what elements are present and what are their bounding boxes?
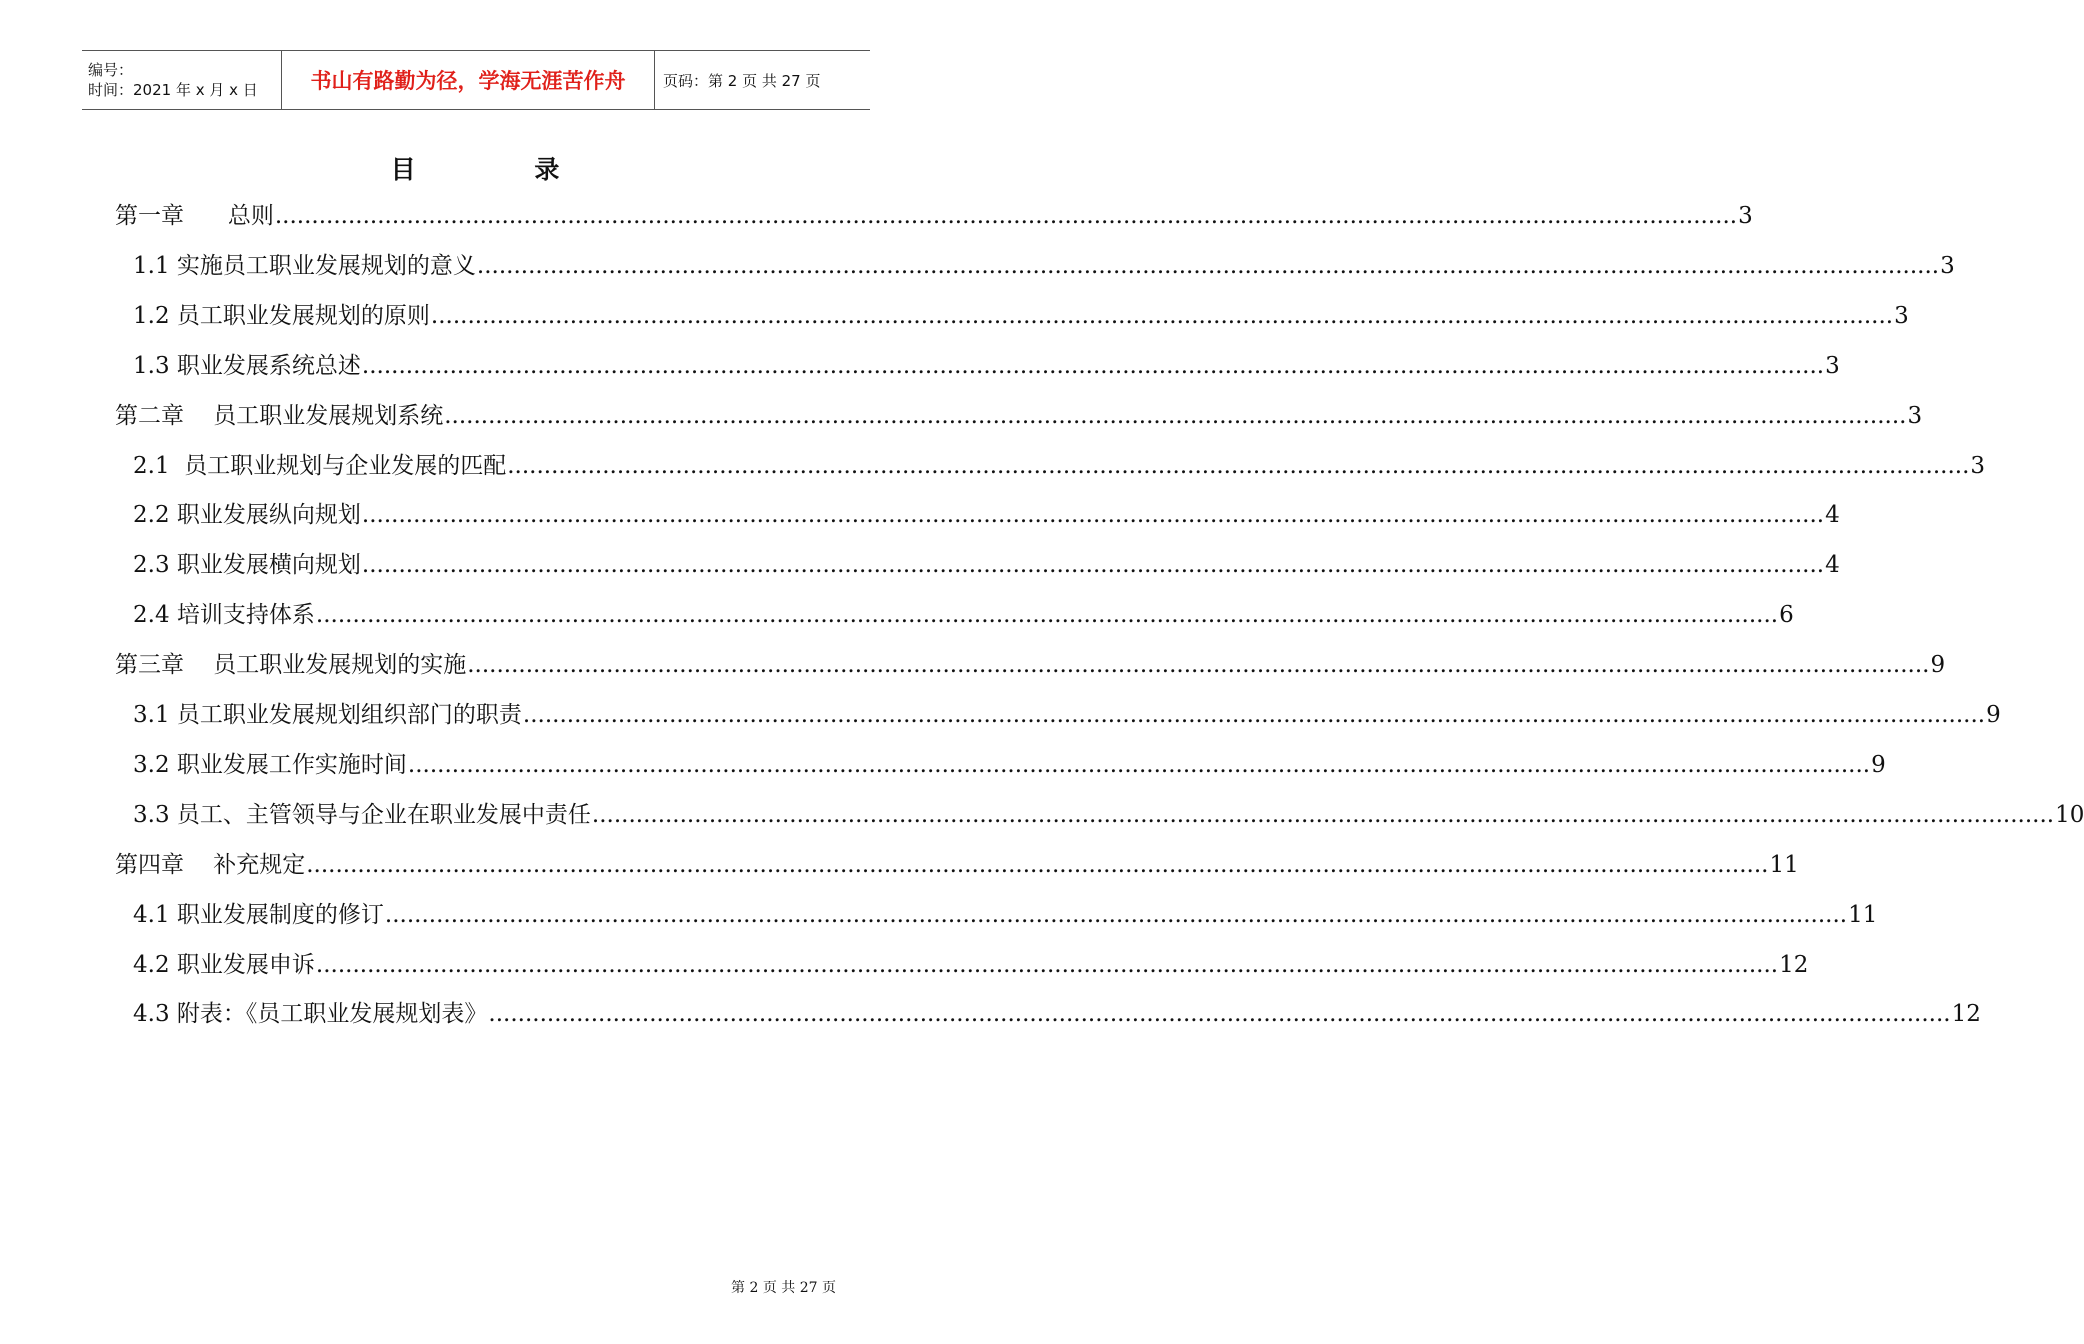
toc-leader-dots: ........................................................................................................................................................................................................ xyxy=(306,851,1769,878)
toc-leader-dots: ........................................................................................................................................................................................................ xyxy=(591,801,2055,828)
toc-entry-number: 2.4 xyxy=(133,602,177,629)
toc-entry-title: 补充规定 xyxy=(213,851,306,878)
toc-entry[interactable] xyxy=(133,249,1955,283)
toc-entry-page: 3 xyxy=(1907,402,1923,429)
toc-entry-page: 3 xyxy=(1738,203,1753,229)
toc-leader-dots: ........................................................................................................................................................................................................ xyxy=(430,302,1894,329)
toc-entry-gap xyxy=(184,399,213,433)
page-footer: 第 2 页 共 27 页 xyxy=(731,1280,836,1296)
toc-entry-page: 3 xyxy=(1970,452,1986,479)
toc-entry-number: 第二章 xyxy=(115,402,184,429)
toc-entry-title: 员工职业发展规划组织部门的职责 xyxy=(176,702,522,728)
toc-entry[interactable] xyxy=(115,199,1753,233)
toc-entry-number: 4.1 xyxy=(133,901,177,928)
toc-entry-title: 职业发展制度的修订 xyxy=(176,901,384,928)
toc-entry-page: 4 xyxy=(1825,502,1840,529)
toc-entry-gap xyxy=(184,848,213,882)
toc-entry-page: 9 xyxy=(1871,751,1886,778)
toc-leader-dots: ........................................................................................................................................................................................................ xyxy=(507,452,1970,479)
toc-entry-title: 员工职业发展规划系统 xyxy=(213,402,444,429)
toc-entry[interactable] xyxy=(133,948,1809,982)
toc-leader-dots: ........................................................................................................................................................................................................ xyxy=(467,652,1930,679)
toc-entry[interactable] xyxy=(133,349,1840,383)
toc-entry-number: 第一章 xyxy=(115,203,184,229)
toc-entry-number: 4.2 xyxy=(133,951,177,978)
toc-entry-number: 2.3 xyxy=(133,552,177,579)
toc-entry[interactable] xyxy=(133,299,1909,333)
toc-leader-dots: ........................................................................................................................................................................................................ xyxy=(315,951,1779,978)
toc-entry-number: 4.3 xyxy=(133,1001,177,1028)
toc-entry-page: 4 xyxy=(1825,552,1840,579)
toc-entry-title: 职业发展纵向规划 xyxy=(176,502,361,529)
toc-entry-page: 3 xyxy=(1894,302,1909,329)
toc-entry-page: 3 xyxy=(1825,352,1840,379)
toc-entry-title: 职业发展申诉 xyxy=(176,951,315,978)
toc-entry-page: 3 xyxy=(1940,252,1955,279)
toc-entry-title: 员工职业发展规划的实施 xyxy=(213,652,467,679)
toc-entry[interactable] xyxy=(115,848,1799,882)
toc-leader-dots: ........................................................................................................................................................................................................ xyxy=(476,252,1940,279)
header-page-info: 页码：第 2 页 共 27 页 xyxy=(663,71,821,90)
toc-entry[interactable] xyxy=(133,798,2084,832)
toc-entry-number: 1.1 xyxy=(133,252,177,279)
toc-entry-page: 11 xyxy=(1848,901,1878,928)
toc-leader-dots: ........................................................................................................................................................................................................ xyxy=(407,751,1871,778)
toc-entry-number: 3.1 xyxy=(133,702,177,728)
toc-leader-dots: ........................................................................................................................................................................................................ xyxy=(444,402,1907,429)
toc-leader-dots: ........................................................................................................................................................................................................ xyxy=(315,602,1779,629)
toc-entry[interactable] xyxy=(133,498,1840,532)
toc-title: 目 录 xyxy=(390,155,560,184)
toc-entry-title: 职业发展工作实施时间 xyxy=(176,751,407,778)
toc-entry-title: 员工职业规划与企业发展的匹配 xyxy=(184,452,507,479)
toc-entry-page: 9 xyxy=(1930,652,1946,679)
toc-leader-dots: ........................................................................................................................................................................................................ xyxy=(361,502,1825,529)
toc-leader-dots: ........................................................................................................................................................................................................ xyxy=(384,901,1848,928)
toc-entry[interactable] xyxy=(133,598,1794,632)
toc-entry-page: 11 xyxy=(1769,851,1799,878)
toc-entry[interactable] xyxy=(133,548,1840,582)
toc-entry-number: 1.2 xyxy=(133,302,177,329)
toc-entry-page: 9 xyxy=(1986,702,2001,728)
toc-entry[interactable] xyxy=(133,898,1878,932)
toc-entry[interactable] xyxy=(133,997,1981,1031)
toc-entry-title: 职业发展横向规划 xyxy=(176,552,361,579)
toc-entry-number: 3.2 xyxy=(133,751,177,778)
toc-entry-title: 员工职业发展规划的原则 xyxy=(176,302,430,329)
toc-entry-gap xyxy=(184,199,228,233)
toc-entry[interactable] xyxy=(115,648,1946,682)
toc-leader-dots: ........................................................................................................................................................................................................ xyxy=(522,702,1986,728)
time-label: 时间：2021 年 x 月 x 日 xyxy=(88,81,258,99)
toc-leader-dots: ........................................................................................................................................................................................................ xyxy=(274,203,1738,229)
toc-entry-page: 10 xyxy=(2055,801,2084,828)
toc-leader-dots: ........................................................................................................................................................................................................ xyxy=(361,552,1825,579)
toc-entry-number: 2.1 xyxy=(133,452,185,479)
toc-entry-title: 总则 xyxy=(227,203,274,229)
toc-entry-gap xyxy=(184,648,213,682)
toc-entry-page: 12 xyxy=(1951,1001,1981,1028)
toc-entry[interactable] xyxy=(133,449,1986,483)
toc-entry-title: 实施员工职业发展规划的意义 xyxy=(176,252,476,279)
toc-entry-title: 员工、主管领导与企业在职业发展中责任 xyxy=(176,801,591,828)
toc-entry[interactable] xyxy=(115,399,1923,433)
toc-entry-number: 2.2 xyxy=(133,502,177,529)
header-motto: 书山有路勤为径，学海无涯苦作舟 xyxy=(282,51,655,109)
toc-entry-number: 第三章 xyxy=(115,652,184,679)
toc-entry-number: 第四章 xyxy=(115,851,184,878)
toc-entry[interactable] xyxy=(133,698,2001,732)
serial-label: 编号： xyxy=(88,61,134,79)
toc-entry-title: 培训支持体系 xyxy=(176,602,315,629)
toc-entry-title: 附表：《员工职业发展规划表》 xyxy=(176,1001,488,1028)
toc-leader-dots: ........................................................................................................................................................................................................ xyxy=(488,1001,1951,1028)
toc-leader-dots: ........................................................................................................................................................................................................ xyxy=(361,352,1825,379)
toc-entry-title: 职业发展系统总述 xyxy=(176,352,361,379)
toc-entry-page: 12 xyxy=(1779,951,1809,978)
toc-entry[interactable] xyxy=(133,748,1886,782)
toc-entry-number: 3.3 xyxy=(133,801,177,828)
toc-entry-page: 6 xyxy=(1779,602,1794,629)
toc-entry-number: 1.3 xyxy=(133,352,177,379)
